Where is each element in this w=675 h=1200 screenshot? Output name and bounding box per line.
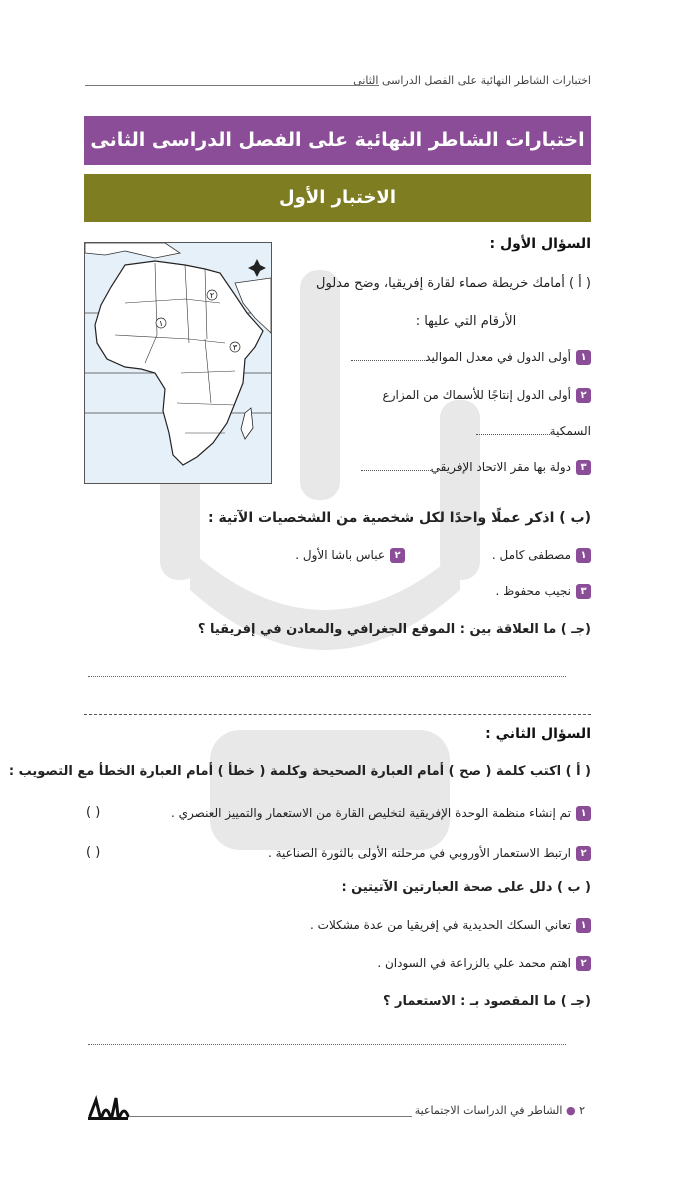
map-label-1: ١ [158, 319, 164, 328]
q1-item-2-cont-text: السمكية [549, 424, 591, 438]
answer-blank[interactable] [361, 469, 431, 471]
q2-b-item-1-text: تعاني السكك الحديدية في إفريقيا من عدة مشكلات . [310, 918, 571, 932]
running-header [85, 74, 591, 94]
q1-b-item-2 [295, 548, 405, 563]
q2-c-heading: (جـ ) ما المقصود بـ : الاستعمار ؟ [382, 994, 591, 1009]
item-number: ٢ [576, 956, 591, 971]
q1-item-2-text: أولى الدول إنتاجًا للأسماك من المزارع [382, 388, 571, 402]
q1-item-2 [383, 388, 591, 403]
publisher-logo [86, 1090, 130, 1124]
q1-b-item-1 [492, 548, 591, 563]
answer-blank[interactable] [351, 359, 425, 361]
q1-item-1-text: أولى الدول في معدل المواليد [425, 350, 571, 364]
q1-b-item-3-text: نجيب محفوظ . [495, 584, 571, 598]
q1-a-line2: الأرقام التي عليها : [415, 314, 517, 329]
africa-map [84, 242, 272, 484]
q2-b-item-2 [377, 956, 591, 971]
q1-item-1 [351, 350, 591, 365]
q1-b-item-2-text: عباس باشا الأول . [295, 548, 385, 562]
africa-map-svg [85, 243, 271, 483]
book-title: الشاطر في الدراسات الاجتماعية [414, 1104, 563, 1117]
map-label-2: ٢ [209, 291, 215, 300]
q2-b-heading: ( ب ) دلل على صحة العبارتين الآتيتين : [341, 880, 591, 895]
answer-line[interactable] [88, 676, 566, 677]
q1-heading: السؤال الأول : [489, 236, 591, 252]
q1-b-item-3 [496, 584, 591, 599]
item-number: ٢ [390, 548, 405, 563]
q2-a-item-1 [171, 806, 591, 821]
answer-parentheses[interactable]: ( ) [86, 845, 101, 860]
answer-blank[interactable] [476, 433, 550, 435]
item-number: ١ [576, 350, 591, 365]
footer-text [415, 1104, 585, 1117]
item-number: ١ [576, 548, 591, 563]
item-number: ٣ [576, 584, 591, 599]
sub-banner: الاختبار الأول [84, 174, 591, 222]
q1-b-item-1-text: مصطفى كامل . [491, 548, 571, 562]
q2-a-item-2-text: ارتبط الاستعمار الأوروبي في مرحلته الأولى بالثورة الصناعية . [267, 846, 571, 860]
item-number: ٣ [576, 460, 591, 475]
q1-item-3 [361, 460, 591, 475]
bullet-icon: ● [565, 1104, 576, 1117]
q1-c-heading: (جـ ) ما العلاقة بين : الموقع الجغرافي والمعادن في إفريقيا ؟ [197, 622, 591, 637]
q2-a-item-2 [268, 846, 591, 861]
running-header-text: اختبارات الشاطر النهائية على الفصل الدراسى الثانى [353, 74, 591, 87]
q1-item-2-cont [476, 424, 591, 438]
answer-line[interactable] [88, 1044, 566, 1045]
answer-parentheses[interactable]: ( ) [86, 805, 101, 820]
map-label-3: ٣ [232, 343, 238, 352]
q1-b-heading: (ب ) اذكر عملًا واحدًا لكل شخصية من الشخصيات الآتية : [207, 510, 591, 526]
q2-a-heading: ( أ ) اكتب كلمة ( صح ) أمام العبارة الصحيحة وكلمة ( خطأ ) أمام العبارة الخطأ مع التصويب : [8, 764, 591, 779]
item-number: ١ [576, 918, 591, 933]
logo-graphic [86, 1090, 130, 1124]
q2-b-item-1 [310, 918, 591, 933]
q2-a-item-1-text: تم إنشاء منظمة الوحدة الإفريقية لتخليص القارة من الاستعمار والتمييز العنصري . [171, 806, 571, 820]
q1-a-line1: ( أ ) أمامك خريطة صماء لقارة إفريقيا، وضح مدلول [316, 276, 591, 291]
q2-heading: السؤال الثاني : [485, 726, 591, 742]
page-number: ٢ [579, 1104, 585, 1117]
footer-rule [130, 1116, 412, 1117]
title-banner: اختبارات الشاطر النهائية على الفصل الدراسى الثانى [84, 116, 591, 165]
running-header-rule [85, 85, 379, 86]
item-number: ١ [576, 806, 591, 821]
q2-b-item-2-text: اهتم محمد علي بالزراعة في السودان . [377, 956, 571, 970]
item-number: ٢ [576, 388, 591, 403]
section-separator [84, 714, 591, 715]
q1-item-3-text: دولة بها مقر الاتحاد الإفريقي [430, 460, 571, 474]
item-number: ٢ [576, 846, 591, 861]
